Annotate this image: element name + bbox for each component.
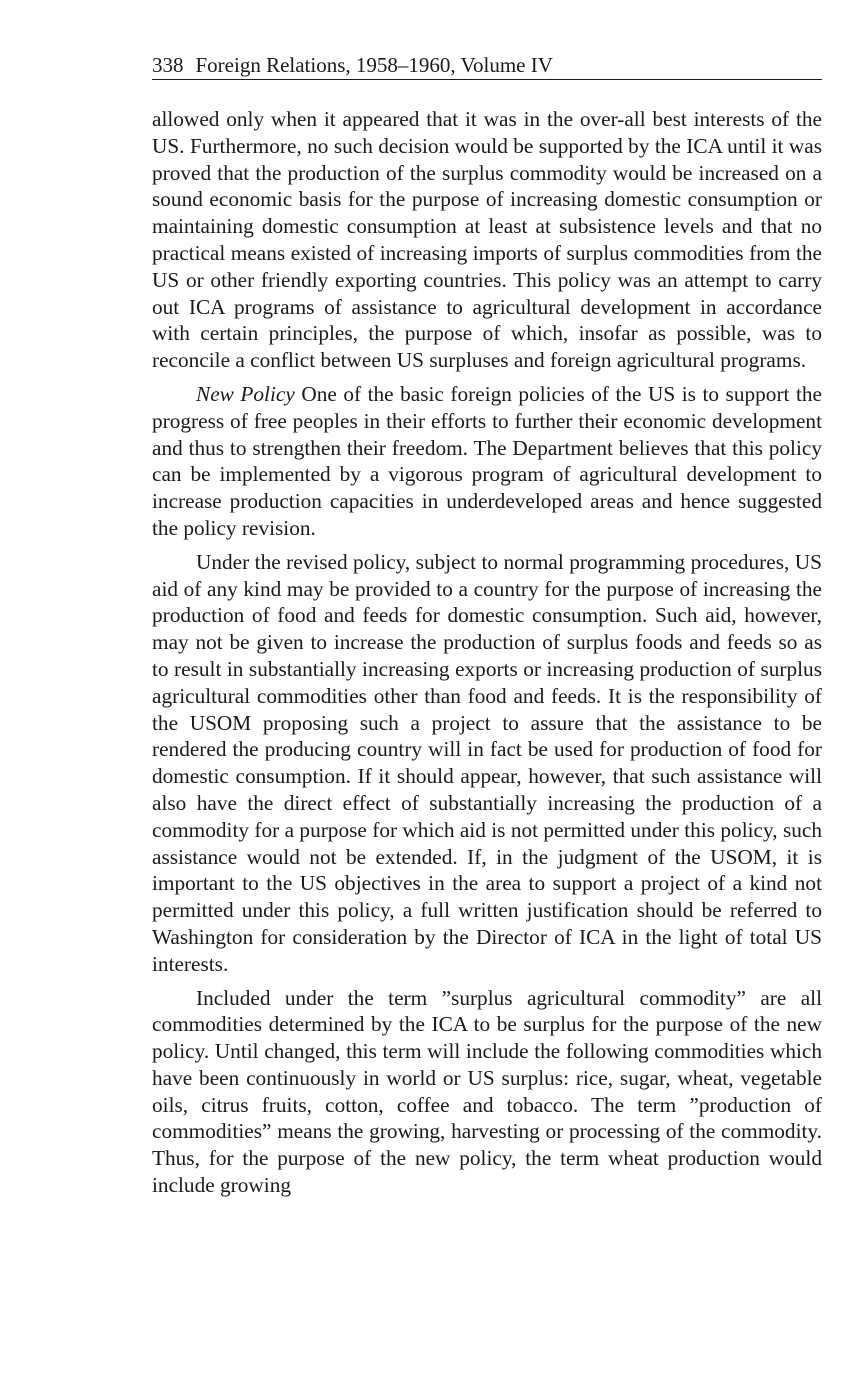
paragraph-3-text: Under the revised policy, subject to normal programming procedures, US aid of any kind may be provided to a country for the purpose of increasing the production of food and feeds for domestic consumption. Such aid, however, may not be given to increase the production of surplus foods and feeds so as to result in substantially increasing exports or increasing production of surplus agricultural commodities other than food and feeds. It is the responsibility of the USOM proposing such a project to assure that the assistance to be rendered the producing country will in fact be used for production of food for domestic consumption. If it should appear, however, that such assistance will also have the direct effect of substantially increasing the production of a commodity for a purpose for which aid is not permitted under this policy, such assistance would not be extended. If, in the judgment of the USOM, it is important to the US objectives in the area to support a project of a kind not permitted under this policy, a full written justification should be referred to Washington for consideration by the Director of ICA in the light of total US interests. (152, 549, 822, 976)
paragraph-4 (152, 985, 822, 1199)
paragraph-2 (152, 381, 822, 542)
paragraph-2-text: One of the basic foreign policies of the US is to support the progress of free peoples in their efforts to further their economic development and thus to strengthen their freedom. The Department believes that this policy can be implemented by a vigorous program of agricultural development to increase production capacities in underdeveloped areas and hence suggested the policy revision. (152, 381, 822, 540)
running-title: Foreign Relations, 1958–1960, Volume IV (195, 53, 553, 77)
paragraph-3 (152, 549, 822, 978)
running-header (152, 52, 822, 80)
page-number: 338 (152, 53, 184, 77)
paragraph-1-text: allowed only when it appeared that it was in the over-all best interests of the US. Furthermore, no such decision would be supported by the ICA until it was proved that the production of the surplus commodity would be increased on a sound economic basis for the purpose of increasing domestic consumption or maintaining domestic consumption at least at subsistence levels and that no practical means existed of increasing imports of surplus commodities from the US or other friendly exporting countries. This policy was an attempt to carry out ICA programs of assistance to agricultural development in accordance with certain principles, the purpose of which, insofar as possible, was to reconcile a conflict between US surpluses and foreign agricultural programs. (152, 107, 822, 373)
paragraph-1 (152, 106, 822, 374)
document-page (152, 52, 822, 1199)
body-text (152, 106, 822, 1199)
paragraph-4-text: Included under the term ”surplus agricultural commodity” are all commodities determined by the ICA to be surplus for the purpose of the new policy. Until changed, this term will include the following commodities which have been continuously in world or US surplus: rice, sugar, wheat, vegetable oils, citrus fruits, cotton, coffee and tobacco. The term ”production of commodities” means the growing, harvesting or processing of the commodity. Thus, for the purpose of the new policy, the term wheat production would include growing (152, 985, 822, 1198)
run-in-heading-new-policy: New Policy (196, 381, 295, 406)
